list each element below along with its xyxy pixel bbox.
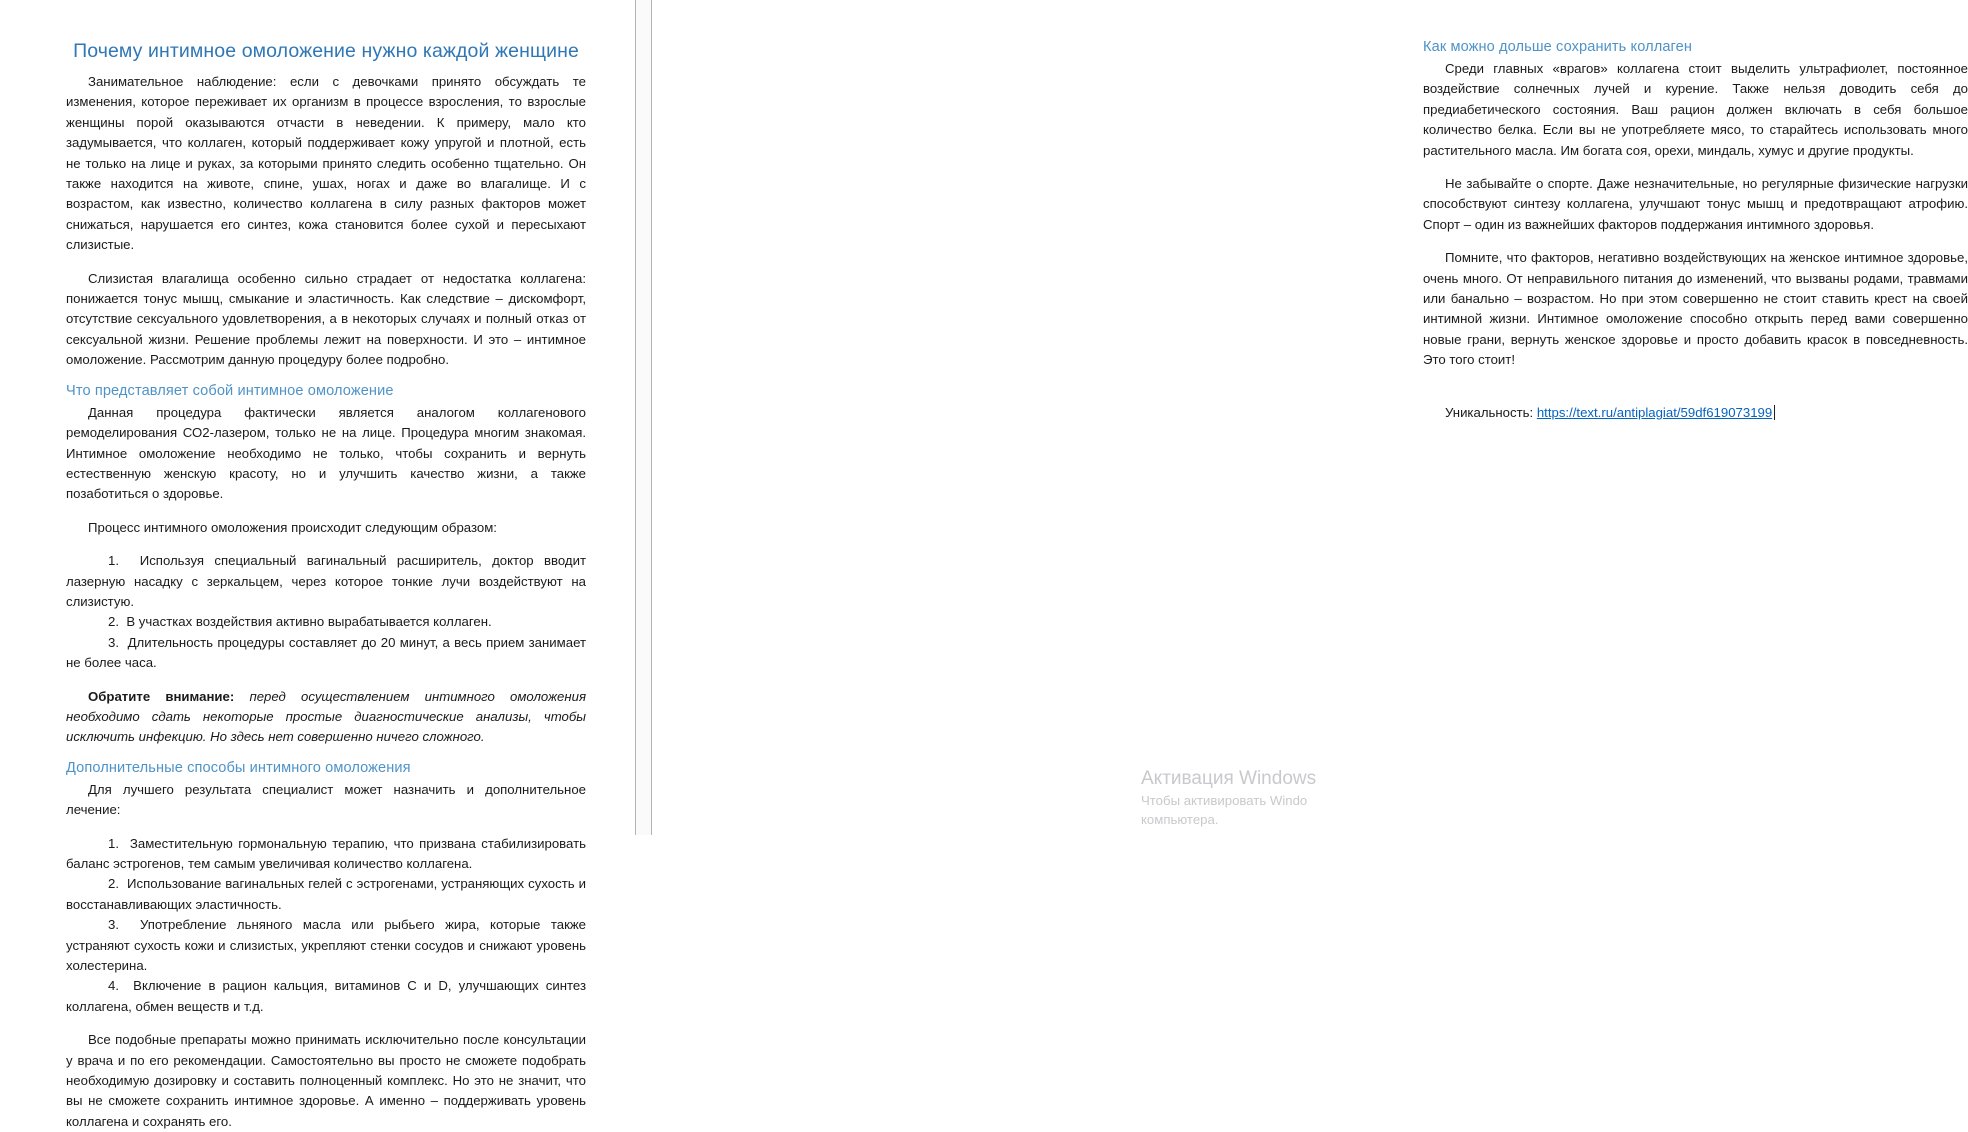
page-break-gutter — [635, 0, 652, 835]
intro-paragraph-2: Слизистая влагалища особенно сильно страдает от недостатка коллагена: понижается тонус мышц, смыкание и эластичность. Как следствие – дискомфорт, отсутствие сексуального удовлетворения, а в некоторых случаях и полный отказ от сексуальной жизни. Решение проблемы лежит на поверхности. И это – интимное омоложение. Рассмотрим данную процедуру более подробно. — [66, 270, 586, 368]
uniqueness-line — [1423, 403, 1968, 423]
list-item: Употребление льняного масла или рыбьего жира, которые также устраняют сухость кожи и слизистых, укрепляют стенки сосудов и снижают уровень холестерина. — [66, 917, 586, 974]
section-2-closing-paragraph: Все подобные препараты можно принимать исключительно после консультации у врача и по его рекомендации. Самостоятельно вы просто не сможете подобрать необходимую дозировку и составить полноценный комплекс. Но это не значит, что вы не сможете сохранить интимное здоровье. А именно – поддерживать уровень коллагена и сохранять его. — [66, 1032, 586, 1129]
activation-title: Активация Windows — [1141, 768, 1317, 789]
list-item: Длительность процедуры составляет до 20 минут, а весь прием занимает не более часа. — [66, 634, 586, 671]
section-3-paragraph-2: Не забывайте о спорте. Даже незначительные, но регулярные физические нагрузки способствуют синтезу коллагена, улучшают тонус мышц и предотвращают атрофию. Спорт – один из важнейших факторов поддержания интимного здоровья. — [1423, 176, 1968, 232]
note-lead-label: Обратите внимание: — [88, 688, 235, 704]
list-item: Использование вагинальных гелей с эстрогенами, устраняющих сухость и восстанавливающих эластичность. — [66, 876, 587, 912]
note-body-text: перед осуществлением интимного омоложения необходимо сдать некоторые простые диагностические анализы, чтобы исключить инфекцию. Но здесь нет совершенно ничего сложного. — [66, 688, 586, 745]
section-heading-what-is-intimate-rejuvenation: Что представляет собой интимное омоложение — [66, 382, 394, 399]
document-page-1[interactable] — [0, 0, 635, 1129]
section-2-lead-in: Для лучшего результата специалист может назначить и дополнительное лечение: — [66, 781, 586, 818]
document-title: Почему интимное омоложение нужно каждой женщине — [73, 40, 579, 62]
list-item: Заместительную гормональную терапию, что призвана стабилизировать баланс эстрогенов, тем самым увеличивая количество коллагена. — [66, 835, 586, 871]
section-3-paragraph-1: Среди главных «врагов» коллагена стоит выделить ультрафиолет, постоянное воздействие солнечных лучей и курение. Также нельзя доводить себя до предиабетического состояния. Ваш рацион должен включать в себя большое количество белка. Если вы не употребляете мясо, то старайтесь использовать много растительного масла. Им богата соя, орехи, миндаль, хумус и другие продукты. — [1423, 61, 1968, 158]
intro-paragraph-1: Занимательное наблюдение: если с девочками принято обсуждать те изменения, которое переживает их организм в процессе взросления, то взрослые женщины порой оказываются отчасти в неведении. К примеру, мало кто задумывается, что коллаген, который поддерживает кожу упругой и плотной, есть не только на лице и руках, за которыми принято следить особенно тщательно. Он также находится на животе, спине, ушах, ногах и даже во влагалище. И с возрастом, как известно, количество коллагена в силу разных факторов может снижаться, нарушается его синтез, кожа становится более сухой и пересыхают слизистые. — [66, 74, 586, 253]
section-1-paragraph: Данная процедура фактически является аналогом коллагенового ремоделирования СО2-лазером, только не на лице. Процедура многим знакомая. Интимное омоложение необходимо не только, чтобы сохранить и вернуть естественную женскую красоту, но и улучшить качество жизни, а также позаботиться о здоровье. — [66, 404, 586, 502]
section-2-numbered-list — [66, 834, 586, 1018]
uniqueness-link[interactable]: https://text.ru/antiplagiat/59df619073199 — [1536, 404, 1773, 420]
section-1-lead-in: Процесс интимного омоложения происходит следующим образом: — [88, 519, 497, 535]
activation-line-3: компьютера. — [1141, 812, 1219, 827]
section-heading-additional-methods: Дополнительные способы интимного омоложения — [66, 759, 411, 776]
list-item: В участках воздействия активно вырабатывается коллаген. — [126, 614, 492, 630]
page-1-text-column — [66, 0, 586, 1132]
section-heading-preserve-collagen: Как можно дольше сохранить коллаген — [1423, 39, 1693, 55]
uniqueness-label: Уникальность: — [1445, 404, 1537, 420]
text-cursor — [1774, 405, 1775, 420]
section-3-paragraph-3: Помните, что факторов, негативно воздействующих на женское интимное здоровье, очень много. От неправильного питания до изменений, что вызваны родами, травмами или банально – возрастом. Но при этом совершенно не стоит ставить крест на своей интимной жизни. Интимное омоложение способно открыть перед вами совершенно новые грани, вернуть женское здоровье и просто добавить красок в повседневность. Это того стоит! — [1423, 250, 1968, 368]
section-1-numbered-list — [66, 551, 586, 673]
activation-line-2: Чтобы активировать Windo — [1141, 793, 1308, 808]
section-1-note — [66, 687, 586, 748]
document-page-2[interactable] — [652, 0, 1968, 835]
list-item: Включение в рацион кальция, витаминов C и D, улучшающих синтез коллагена, обмен веществ и т.д. — [66, 978, 586, 1014]
page-2-text-column — [1423, 0, 1968, 423]
list-item: Используя специальный вагинальный расширитель, доктор вводит лазерную насадку с зеркальцем, через которое тонкие лучи воздействуют на слизистую. — [66, 553, 586, 609]
